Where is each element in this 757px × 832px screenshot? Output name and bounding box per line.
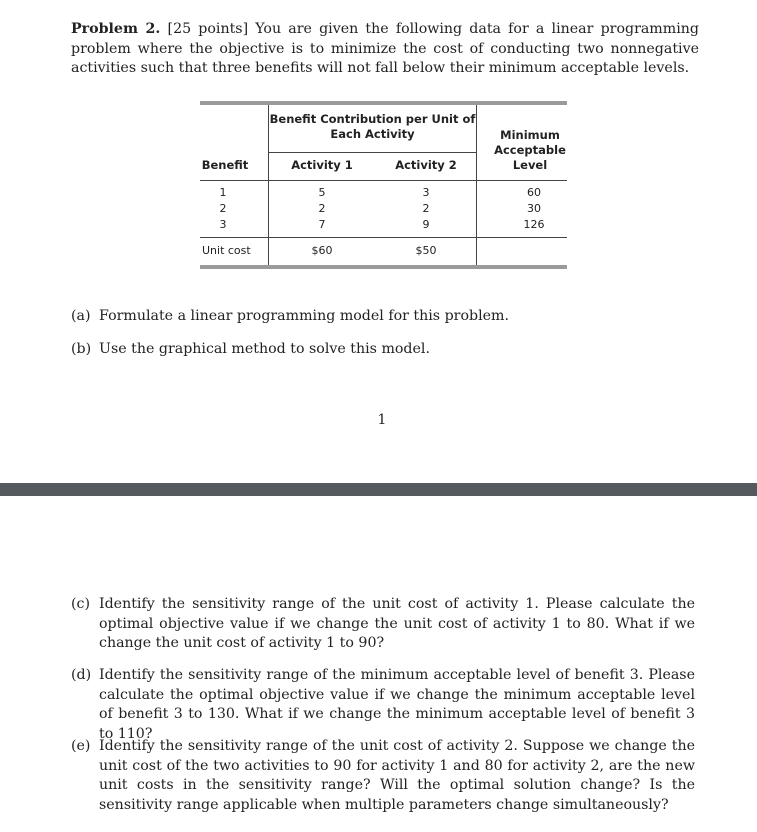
- header-minimum-acceptable-level: Minimum Acceptable Level: [494, 128, 566, 172]
- row-3-activity-2: 9: [422, 218, 430, 231]
- part-c: [71, 595, 699, 655]
- part-e: [71, 737, 699, 817]
- part-a-question: Formulate a linear programming model for this problem.: [99, 308, 509, 324]
- part-b-question: Use the graphical method to solve this model.: [99, 341, 430, 357]
- problem-points: [25 points]: [167, 21, 249, 37]
- header-activity-2: Activity 2: [395, 158, 457, 172]
- table-top-rule: [200, 101, 567, 105]
- row-1-benefit: 1: [219, 186, 227, 199]
- problem-statement: [71, 20, 699, 79]
- part-b-label: (b): [71, 341, 92, 357]
- body-underline: [200, 237, 567, 238]
- part-e-label: (e): [71, 738, 91, 754]
- unit-cost-activity-1: $60: [311, 244, 333, 257]
- part-c-question: Identify the sensitivity range of the unit cost of activity 1. Please calculate the optimal objective value if we change the unit cost of activity 1 to 80. What if we change the unit cost of activity 1 to 90?: [99, 596, 695, 651]
- problem-title: Problem 2.: [71, 21, 161, 37]
- unit-cost-activity-2: $50: [415, 244, 437, 257]
- problem-intro-text: You are given the following data for a linear programming problem where the objective is to minimize the cost of conducting two nonnegative activities such that three benefits will not fall below their minimum acceptable levels.: [71, 21, 699, 76]
- page-separator: [0, 483, 757, 496]
- header-benefit: Benefit: [201, 158, 249, 172]
- row-2-activity-1: 2: [318, 202, 326, 215]
- page-number: 1: [377, 412, 387, 428]
- table-divider-right: [476, 105, 477, 266]
- row-1-activity-2: 3: [422, 186, 430, 199]
- part-d-question: Identify the sensitivity range of the minimum acceptable level of benefit 3. Please calculate the optimal objective value if we change the minimum acceptable level of benefit 3 to 130. What if we change the minimum acceptable level of benefit 3 to 110?: [99, 667, 695, 742]
- benefit-data-table: [200, 101, 567, 269]
- part-b: [71, 340, 699, 360]
- part-a-label: (a): [71, 308, 91, 324]
- row-3-activity-1: 7: [318, 218, 326, 231]
- row-1-activity-1: 5: [318, 186, 326, 199]
- part-d: [71, 666, 699, 742]
- part-e-question: Identify the sensitivity range of the unit cost of activity 2. Suppose we change the unit cost of the two activities to 90 for activity 1 and 80 for activity 2, are the new unit costs in the sensitivity range? Will the optimal solution change? Is the sensitivity range applicable when multiple parameters change simultaneously?: [99, 738, 695, 813]
- row-2-minimum: 30: [527, 202, 541, 215]
- table-bottom-rule: [200, 265, 567, 269]
- part-c-label: (c): [71, 596, 91, 612]
- group-header-underline: [269, 152, 476, 153]
- part-d-label: (d): [71, 667, 92, 683]
- row-2-benefit: 2: [219, 202, 227, 215]
- row-1-minimum: 60: [527, 186, 541, 199]
- unit-cost-label: Unit cost: [202, 244, 251, 257]
- header-benefit-contribution: Benefit Contribution per Unit of Each Activity: [269, 112, 476, 141]
- row-3-benefit: 3: [219, 218, 227, 231]
- header-underline: [200, 180, 567, 181]
- header-activity-1: Activity 1: [291, 158, 353, 172]
- part-a: [71, 307, 699, 327]
- row-3-minimum: 126: [523, 218, 545, 231]
- row-2-activity-2: 2: [422, 202, 430, 215]
